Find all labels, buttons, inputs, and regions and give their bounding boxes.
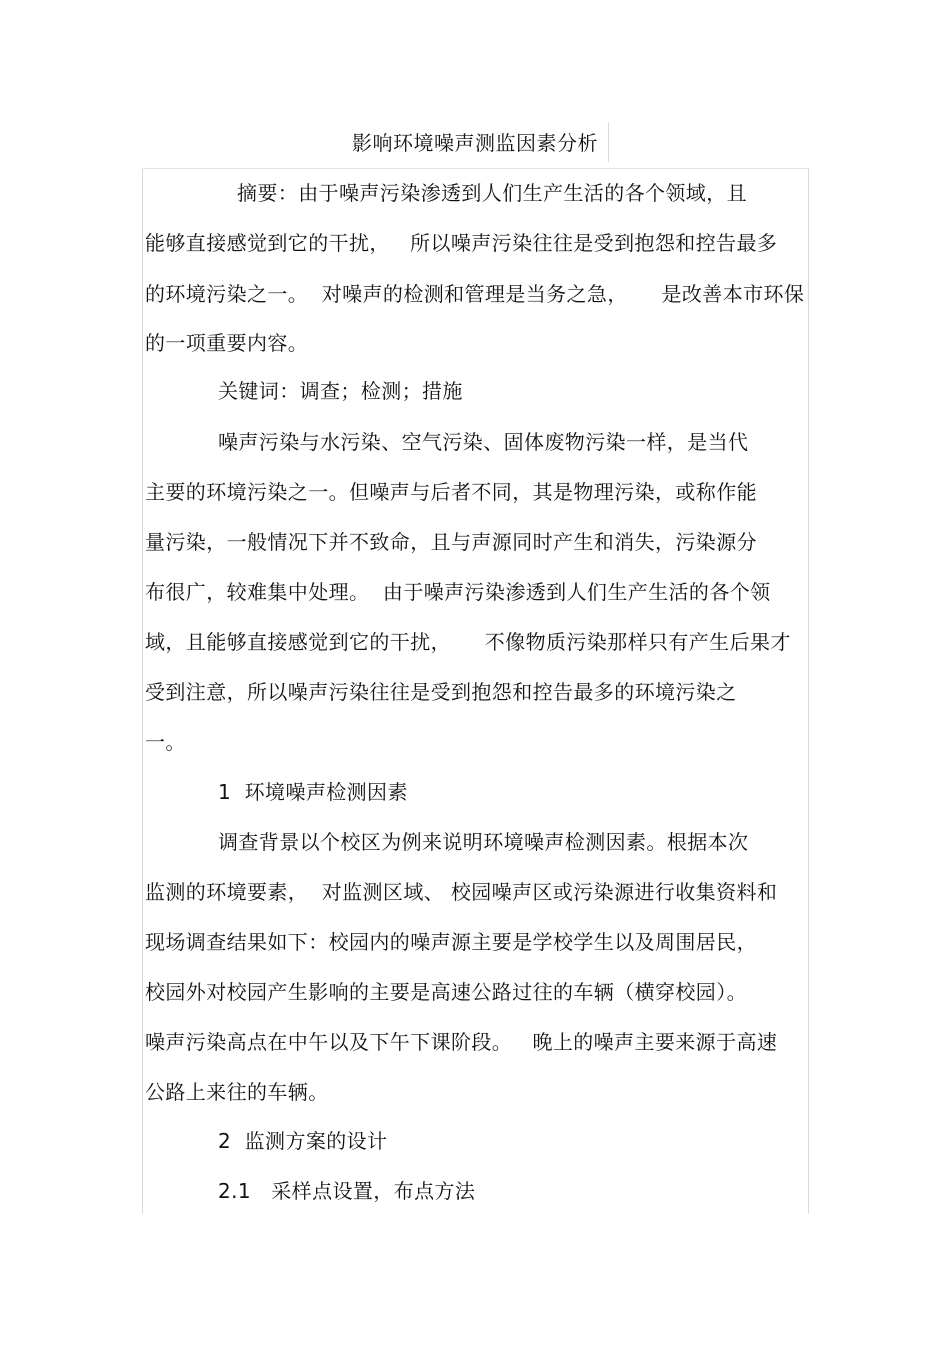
intro-line: 域，且能够直接感觉到它的干扰， 不像物质污染那样只有产生后果才 (145, 630, 791, 654)
intro-line: 一。 (145, 730, 186, 754)
abstract-line: 的一项重要内容。 (145, 331, 309, 355)
keywords-line: 关键词：调查；检测；措施 (218, 379, 463, 403)
section-1-line: 调查背景以个校区为例来说明环境噪声检测因素。根据本次 (218, 830, 749, 854)
abstract-line: 的环境污染之一。 对噪声的检测和管理是当务之急， 是改善本市环保 (145, 282, 805, 306)
intro-line: 噪声污染与水污染、空气污染、固体废物污染一样，是当代 (218, 430, 749, 454)
section-2-heading: 2 监测方案的设计 (218, 1129, 388, 1153)
section-1-line: 现场调查结果如下：校园内的噪声源主要是学校学生以及周围居民， (145, 930, 757, 954)
document-title: 影响环境噪声测监因素分析 (352, 131, 598, 155)
section-1-line: 噪声污染高点在中午以及下午下课阶段。 晚上的噪声主要来源于高速 (145, 1030, 778, 1054)
intro-line: 受到注意，所以噪声污染往往是受到抱怨和控告最多的环境污染之 (145, 680, 737, 704)
intro-line: 主要的环境污染之一。但噪声与后者不同，其是物理污染，或称作能 (145, 480, 757, 504)
section-1-line: 校园外对校园产生影响的主要是高速公路过往的车辆（横穿校园）。 (145, 980, 747, 1004)
intro-line: 布很广，较难集中处理。 由于噪声污染渗透到人们生产生活的各个领 (145, 580, 771, 604)
intro-line: 量污染，一般情况下并不致命，且与声源同时产生和消失，污染源分 (145, 530, 757, 554)
section-1-line: 公路上来往的车辆。 (145, 1080, 329, 1104)
section-2-1-heading: 2.1 采样点设置，布点方法 (218, 1179, 476, 1203)
section-1-line: 监测的环境要素， 对监测区域、 校园噪声区或污染源进行收集资料和 (145, 880, 778, 904)
section-1-heading: 1 环境噪声检测因素 (218, 780, 408, 804)
abstract-line: 能够直接感觉到它的干扰， 所以噪声污染往往是受到抱怨和控告最多 (145, 231, 778, 255)
abstract-line: 摘要：由于噪声污染渗透到人们生产生活的各个领域，且 (237, 181, 747, 205)
